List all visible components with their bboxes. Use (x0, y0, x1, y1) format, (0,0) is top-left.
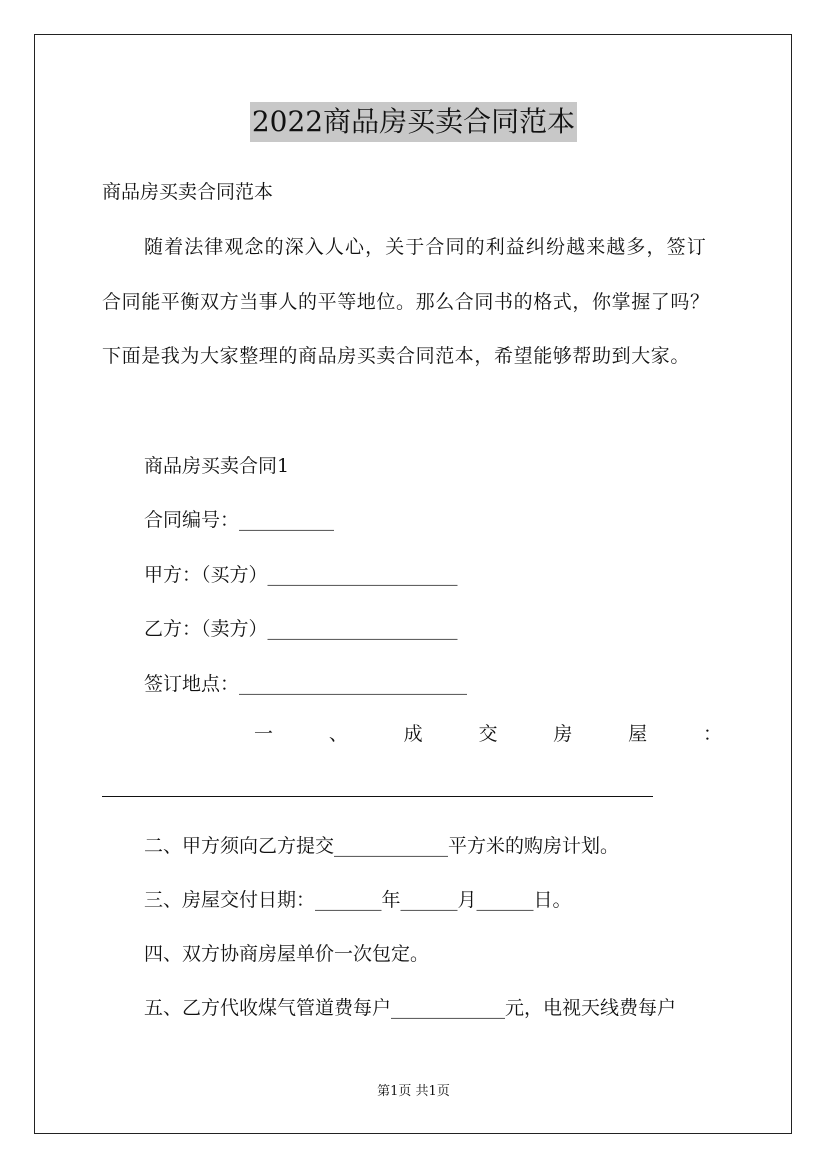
clause-3: 三、房屋交付日期：_______年______月______日。 (144, 889, 572, 911)
clause-2: 二、甲方须向乙方提交____________平方米的购房计划。 (144, 835, 620, 857)
clause-4: 四、双方协商房屋单价一次包定。 (144, 943, 430, 965)
intro-line-1: 随着法律观念的深入人心，关于合同的利益纠纷越来越多，签订 (144, 236, 707, 258)
contract-heading: 商品房买卖合同1 (144, 455, 290, 477)
clause-1-char: 交 (478, 723, 498, 745)
party-b-field: 乙方：（卖方）____________________ (144, 618, 458, 640)
intro-line-3: 下面是我为大家整理的商品房买卖合同范本，希望能够帮助到大家。 (102, 345, 691, 367)
clause-1-char: 成 (403, 723, 423, 745)
party-a-field: 甲方：（买方）____________________ (144, 564, 458, 586)
signing-place-field: 签订地点：________________________ (144, 673, 468, 695)
title-container (0, 102, 827, 142)
clause-1-char: ： (702, 723, 722, 745)
document-title: 2022商品房买卖合同范本 (250, 102, 577, 142)
intro-line-2: 合同能平衡双方当事人的平等地位。那么合同书的格式，你掌握了吗？ (102, 291, 710, 313)
clause-1-char: 、 (328, 723, 348, 745)
clause-1-heading (102, 720, 722, 748)
clause-1-char: 一 (254, 723, 274, 745)
page-footer: 第1页 共1页 (377, 1084, 450, 1099)
contract-number-field: 合同编号：__________ (144, 509, 335, 531)
clause-1-char: 屋 (628, 723, 648, 745)
document-subtitle: 商品房买卖合同范本 (102, 181, 274, 203)
clause-1-char: 房 (553, 723, 573, 745)
clause-5: 五、乙方代收煤气管道费每户____________元，电视天线费每户 (144, 997, 677, 1019)
clause-1-blank-line (102, 796, 653, 797)
